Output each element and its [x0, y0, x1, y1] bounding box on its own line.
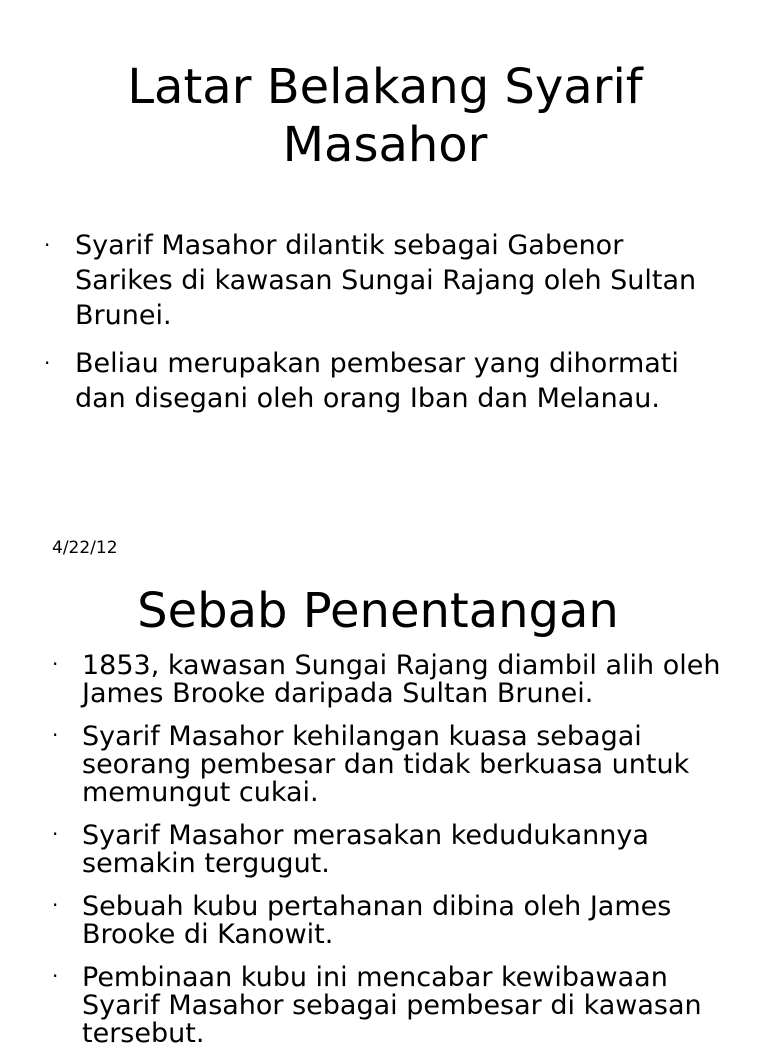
bullet-dot-icon: ·	[52, 893, 59, 917]
slide-latar-belakang	[0, 0, 768, 520]
bullet-text: Syarif Masahor dilantik sebagai Gabenor Sarikes di kawasan Sungai Rajang oleh Sultan Brunei.	[75, 230, 697, 331]
bullet-item	[44, 346, 724, 416]
bullet-dot-icon: ·	[52, 723, 59, 747]
bullet-dot-icon: ·	[52, 964, 59, 988]
bullet-item	[44, 228, 724, 333]
bullet-item	[52, 964, 752, 1048]
bullet-text: 1853, kawasan Sungai Rajang diambil alih oleh James Brooke daripada Sultan Brunei.	[82, 650, 721, 709]
bullet-item	[52, 652, 752, 708]
bullet-list	[52, 652, 752, 1063]
bullet-text: Sebuah kubu pertahanan dibina oleh James Brooke di Kanowit.	[82, 891, 672, 950]
slide-sebab-penentangan	[0, 520, 768, 1049]
bullet-item	[52, 822, 752, 878]
slide-date: 4/22/12	[52, 538, 118, 558]
bullet-dot-icon: ·	[52, 822, 59, 846]
bullet-text: Pembinaan kubu ini mencabar kewibawaan Syarif Masahor sebagai pembesar di kawasan tersebut.	[82, 962, 702, 1049]
bullet-dot-icon: ·	[44, 351, 51, 375]
bullet-text: Beliau merupakan pembesar yang dihormati dan disegani oleh orang Iban dan Melanau.	[75, 348, 679, 414]
bullet-dot-icon: ·	[44, 233, 51, 257]
bullet-item	[52, 723, 752, 807]
bullet-item	[52, 893, 752, 949]
bullet-text: Syarif Masahor kehilangan kuasa sebagai seorang pembesar dan tidak berkuasa untuk memungut cukai.	[82, 721, 690, 808]
bullet-text: Syarif Masahor merasakan kedudukannya semakin tergugut.	[82, 820, 649, 879]
slide-title: Sebab Penentangan	[137, 583, 619, 639]
bullet-list	[44, 228, 724, 429]
bullet-dot-icon: ·	[52, 652, 59, 676]
slide-title: Latar Belakang Syarif Masahor	[127, 59, 643, 173]
